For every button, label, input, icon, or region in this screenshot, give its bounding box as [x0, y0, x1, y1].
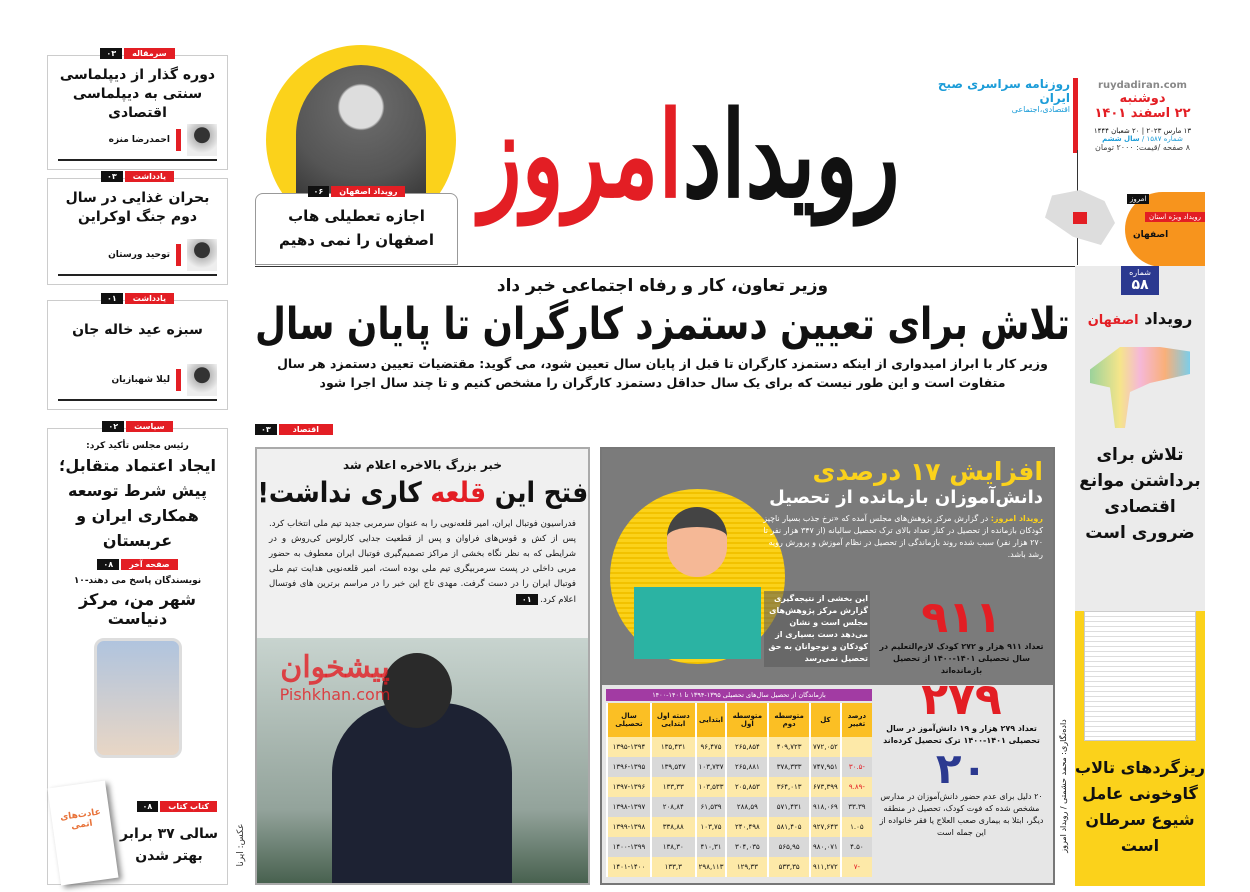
table-cell: ۱۳۸,۳۰ [651, 837, 696, 857]
masthead-slogan [905, 77, 1070, 114]
table-cell: ۴۱۰,۳۱ [696, 837, 727, 857]
masthead-name-black: رویداد [682, 85, 901, 224]
stat-20-text: ۲۰ دلیل برای عدم حضور دانش‌آموزان در مدارس مشخص شده که فوت کودک، تحصیل در منطقه دیگر، ابتلا به بیماری صعب العلاج یا فقر خانواده از این جمله است [879, 792, 1044, 837]
table-cell: ۹۸۰,۰۷۱ [810, 837, 841, 857]
info-table [606, 703, 872, 877]
iran-map [1045, 190, 1115, 245]
table-header: متوسطه اول [726, 703, 768, 737]
page-number: ۰۸ [137, 801, 159, 812]
stat-279-text: تعداد ۲۷۹ هزار و ۱۹ دانش‌آموز در سال تحصیلی ۱۴۰۱-۱۴۰۰ ترک تحصیل کرده‌اند [883, 724, 1040, 745]
table-cell: ۳۶۴,۰۱۳ [768, 777, 810, 797]
subtitle: اقتصادی،اجتماعی [1011, 105, 1070, 114]
table-cell: ۴۰۹,۷۲۳ [768, 737, 810, 757]
watermark-en: Pishkhan.com [279, 685, 391, 704]
page-number: ۰۶ [308, 186, 330, 197]
table-cell: ۴.۵۰ [841, 837, 872, 857]
table-cell: -۳۰.۵ [841, 757, 872, 777]
table-header: ابتدایی [696, 703, 727, 737]
info-subhead: دانش‌آموزان بازمانده از تحصیل [769, 487, 1043, 508]
main-headline: تلاش برای تعیین دستمزد کارگران تا پایان سال [255, 299, 1070, 350]
editorial-card[interactable] [47, 49, 228, 170]
table-cell: ۲۰۸,۸۴ [651, 797, 696, 817]
table-cell: ۵۸۱,۴۰۵ [768, 817, 810, 837]
photo-credit: عکس: ایرنا [236, 823, 246, 867]
table-cell: ۶۱,۵۳۹ [696, 797, 727, 817]
book-cover-title: عادت‌های اتمی [59, 807, 102, 832]
section-tag: صفحه آخر [121, 559, 177, 570]
badge-today: امروز [1127, 194, 1149, 204]
stat-911-text: تعداد ۹۱۱ هزار و ۲۷۲ کودک لازم‌التعلیم در سال تحصیلی ۱۴۰۱-۱۴۰۰ از تحصیل بازمانده‌اند [879, 642, 1044, 675]
masthead-logo [480, 40, 900, 270]
rule [255, 266, 1200, 267]
info-side-note: این بخشی از نتیجه‌گیری گزارش مرکز پژوهش‌های مجلس است و نشان می‌دهد دست بسیاری از کودکان و نوجوانان به حق تحصیل نمی‌رسد [764, 591, 870, 667]
isfahan-headline[interactable]: تلاش برای برداشتن موانع اقتصادی ضروری است [1079, 445, 1201, 543]
date-block [1080, 80, 1205, 152]
top-story-headline: اجازه تعطیلی هاب اصفهان را نمی دهیم [278, 207, 435, 249]
province-badge [1125, 192, 1205, 267]
politics-kicker: رئیس مجلس تأکید کرد: [86, 441, 189, 451]
province-name: اصفهان [1133, 230, 1169, 240]
card-headline: سبزه عید خاله جان [72, 322, 203, 338]
last-page-headline[interactable]: شهر من، مرکز دنیاست [79, 590, 196, 628]
site-url[interactable]: ruydadiran.com [1098, 80, 1187, 91]
issue-label: شماره [1129, 268, 1151, 277]
table-cell: ۱.۰۵ [841, 817, 872, 837]
table-cell: ۱۳۹,۵۴۷ [651, 757, 696, 777]
info-intro-text: در گزارش مرکز پژوهش‌های مجلس آمده که «نرخ جذب بسیار ناچیز کودکان بازمانده از تحصیل در کنار تعداد بالای ترک تحصیل سالیانه (از ۳۴۷ هزار نفر تا ۲۷۰ هزار نفر) سبب شده روند بازماندگی از تحصیل در نظام آموزش و پرورش رویه رشد باشد. [763, 514, 1043, 559]
note-card[interactable] [47, 172, 228, 285]
date: ۲۲ اسفند ۱۴۰۱ [1094, 106, 1191, 121]
table-row [607, 737, 872, 757]
isfahan-brand [1075, 309, 1205, 328]
table-cell: ۱۲۹,۳۳ [726, 857, 768, 877]
table-header: کل [810, 703, 841, 737]
table-cell: ۷۷۲,۰۵۲ [810, 737, 841, 757]
watermark-fa: پیشخوان [280, 650, 390, 685]
table-header: درصد تغییر [841, 703, 872, 737]
sports-body [257, 511, 588, 614]
table-cell: ۷۴۷,۹۵۱ [810, 757, 841, 777]
year-label: سال ششم [1102, 135, 1140, 143]
table-cell: ۲۹۸,۱۱۳ [696, 857, 727, 877]
alt-dates: ۱۳ مارس ۲۰۲۳ | ۲۰ شعبان ۱۴۴۴ [1093, 127, 1192, 135]
table-cell: ۳۷۸,۳۳۳ [768, 757, 810, 777]
card-headline: دوره گذار از دیپلماسی سنتی به دیپلماسی اقتصادی [59, 67, 216, 121]
info-stats [874, 592, 1049, 839]
table-cell: ۱۴۰۰-۱۳۹۹ [607, 837, 651, 857]
isfahan-map [1090, 338, 1190, 428]
section-tag: کتاب کتاب [160, 801, 217, 812]
author-photo [187, 124, 217, 156]
table-cell: -۹.۸۹ [841, 777, 872, 797]
weekday: دوشنبه [1119, 91, 1166, 106]
info-intro [753, 513, 1043, 561]
table-cell: ۱۳۹۶-۱۳۹۵ [607, 757, 651, 777]
table-header: سال تحصیلی [607, 703, 651, 737]
main-kicker: وزیر تعاون، کار و رفاه اجتماعی خبر داد [496, 276, 829, 296]
table-cell: ۳۳۸,۸۸ [651, 817, 696, 837]
table-cell [841, 737, 872, 757]
table-cell: ۱۳۹۵-۱۳۹۴ [607, 737, 651, 757]
table-cell: ۹۲۷,۶۴۳ [810, 817, 841, 837]
page-number: ۰۳ [255, 424, 277, 435]
info-source: رویداد امروز: [990, 514, 1043, 523]
table-cell: ۲۴۰,۴۹۸ [726, 817, 768, 837]
bottom-story[interactable] [1075, 611, 1205, 886]
sports-kicker: خبر بزرگ بالاخره اعلام شد [343, 458, 502, 472]
table-cell: ۱۳۳,۳۳ [651, 777, 696, 797]
table-cell: ۹۱۸,۰۶۹ [810, 797, 841, 817]
newspaper-thumbnail [1084, 611, 1196, 741]
isfahan-column[interactable] [1075, 266, 1205, 886]
sports-body-text: فدراسیون فوتبال ایران، امیر قلعه‌نویی را به عنوان سرمربی جدید تیم ملی انتخاب کرد. پس از کش و قوس‌های فراوان و پس از قطعیت جدایی کارلوس کی‌روش و در شرایطی که به نظر نگاه بخشی از مراکز تصمیم‌گیری فوتبال ایران معطوف به حضور مربی داخلی در پست سرمربیگری تیم ملی بوده است، امیر قلعه‌نویی هدایت تیم ملی فوتبال ایران را در دست گرفت. مهدی تاج این خبر را در مراسم برترین های فوتسال اعلام کرد. [269, 519, 576, 605]
brand-b: اصفهان [1087, 313, 1139, 328]
table-cell: ۲۸۸,۵۹ [726, 797, 768, 817]
stat-279: ۲۷۹ [921, 674, 1002, 725]
sports-headline [257, 475, 588, 511]
infographic-credit: داده‌نگاری: محمد حشمتی / رویداد امروز [1059, 719, 1068, 853]
stat-20: ۲۰ [935, 744, 988, 793]
table-cell: -۷ [841, 857, 872, 877]
issue-no: ۵۸ [1131, 277, 1149, 293]
table-row [607, 837, 872, 857]
politics-headline[interactable]: ایجاد اعتماد متقابل؛ پیش شرط توسعه همکاری ایران و عربستان [59, 456, 216, 550]
table-row [607, 797, 872, 817]
note-card[interactable] [47, 294, 228, 410]
table-cell: ۵۶۵,۹۵ [768, 837, 810, 857]
section-tag: سرمقاله [124, 48, 174, 59]
sports-story[interactable] [255, 447, 590, 885]
card-headline: بحران غذایی در سال دوم جنگ اوکراین [65, 190, 210, 225]
infographic [600, 447, 1055, 885]
table-cell: ۲۶۵,۸۵۴ [726, 737, 768, 757]
author-photo [187, 364, 217, 396]
masthead-name-red: امروز [479, 85, 683, 224]
accent-bar [176, 369, 181, 391]
table-cell: ۱۰۳,۵۳۳ [696, 777, 727, 797]
accent-bar [176, 129, 181, 151]
table-cell: ۱۳۹۹-۱۳۹۸ [607, 817, 651, 837]
table-header-row [607, 703, 872, 737]
news-column [47, 422, 228, 885]
author-photo [187, 239, 217, 271]
table-cell: ۱۰۳,۷۳۷ [696, 757, 727, 777]
page-number: ۰۳ [101, 171, 123, 182]
table-cell: ۲۶۵,۸۸۱ [726, 757, 768, 777]
section-tag: سیاست [126, 421, 172, 432]
page-number: ۰۲ [102, 421, 124, 432]
slogan: روزنامه سراسری صبح ایران [937, 77, 1070, 105]
bottom-headline: ریزگردهای تالاب گاوخونی عامل شیوع سرطان است [1075, 758, 1205, 855]
info-headline: افزایش ۱۷ درصدی [812, 457, 1043, 486]
page-number: ۰۱ [516, 594, 538, 605]
table-header: دسته اول ابتدایی [651, 703, 696, 737]
table-cell: ۳۳.۳۹ [841, 797, 872, 817]
table-cell: ۱۰۳,۷۵ [696, 817, 727, 837]
page-number: ۰۳ [100, 48, 122, 59]
table-cell: ۶۷۳,۳۹۹ [810, 777, 841, 797]
table-row [607, 857, 872, 877]
book-cover [47, 780, 118, 885]
coach-photo [257, 638, 588, 883]
table-cell: ۹۱۱,۲۷۲ [810, 857, 841, 877]
top-story-box[interactable] [255, 187, 458, 265]
table-cell: ۳۰۴,۰۳۵ [726, 837, 768, 857]
book-headline[interactable]: سالی ۳۷ برابر بهتر شدن [119, 826, 219, 864]
issue-badge [1121, 266, 1159, 295]
red-divider [1073, 78, 1078, 153]
section-tag: رویداد اصفهان [331, 186, 405, 197]
main-lead: وزیر کار با ابراز امیدواری از اینکه دستمزد کارگران تا قبل از پایان سال تعیین شود، می گوید: مقتضیات تعیین دستمزد هر سال متفاوت است و این طور نیست که برای یک سال حداقل دستمزد کارگران را مشخص کنیم و تا چند سال اجرا شود [277, 356, 1048, 390]
table-cell: ۹۶,۴۷۵ [696, 737, 727, 757]
table-row [607, 817, 872, 837]
table-cell: ۱۳۳,۳ [651, 857, 696, 877]
headline-red-word: قلعه [430, 476, 486, 509]
brand-a: رویداد [1144, 309, 1193, 328]
speaker-photo [296, 65, 426, 205]
issue-number: شماره ۱۵۸۷ / [1141, 135, 1183, 143]
author-name: احمدرضا منزه [108, 135, 170, 145]
table-row [607, 777, 872, 797]
table-cell: ۲۰۵,۸۵۳ [726, 777, 768, 797]
last-page-kicker: نویسندگان پاسخ می دهند-۱۰ [73, 576, 202, 586]
book-photo [94, 638, 182, 758]
section-tag: یادداشت [125, 293, 174, 304]
badge-special: رویداد ویژه استان [1145, 212, 1205, 222]
table-cell: ۱۳۹۸-۱۳۹۷ [607, 797, 651, 817]
table-cell: ۵۳۳,۳۵ [768, 857, 810, 877]
page-number: ۰۱ [101, 293, 123, 304]
table-header: متوسطه دوم [768, 703, 810, 737]
author-name: لیلا شهبازیان [111, 375, 170, 385]
page-number: ۰۸ [97, 559, 119, 570]
main-story[interactable] [255, 276, 1070, 442]
stat-911: ۹۱۱ [921, 592, 1002, 643]
pages-price: ۸ صفحه /قیمت: ۲۰۰۰ تومان [1094, 143, 1190, 152]
table-title: بازماندگان از تحصیل سال‌های تحصیلی ۱۳۹۵-۱۳۹۴ تا ۱۴۰۱-۱۴۰۰ [606, 689, 872, 701]
headline-part: فتح این [494, 476, 588, 509]
section-tag: اقتصاد [279, 424, 333, 435]
accent-bar [176, 244, 181, 266]
section-tag: یادداشت [125, 171, 174, 182]
table-cell: ۱۳۹۷-۱۳۹۶ [607, 777, 651, 797]
table-cell: ۵۷۱,۴۳۱ [768, 797, 810, 817]
table-cell: ۱۳۵,۴۳۱ [651, 737, 696, 757]
table-row [607, 757, 872, 777]
table-cell: ۱۴۰۱-۱۴۰۰ [607, 857, 651, 877]
headline-part: کاری نداشت! [257, 476, 422, 509]
author-name: توحید ورستان [108, 250, 170, 260]
